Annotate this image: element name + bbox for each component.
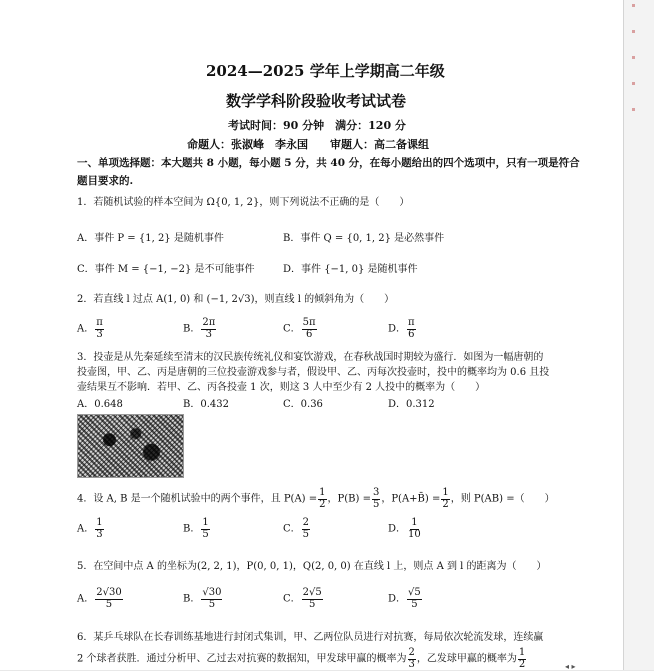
question-1-option-a: A．事件 P = {1, 2} 是随机事件 [77,233,224,244]
scroll-arrow-icon[interactable]: ◂ ▸ [565,662,576,671]
question-5-option-d: D． $\frac{√5}{5}$ [388,587,421,610]
question-4-option-b: B． $\frac{1}{5}$ [183,517,209,540]
question-5-option-a: A． $\frac{2√30}{5}$ [77,587,122,610]
question-3-option-d: D．0.312 [388,399,435,410]
page-gutter [623,0,654,670]
question-1-option-d: D．事件 {−1, 0} 是随机事件 [283,264,418,275]
tang-dynasty-touhu-image [77,414,184,478]
question-4-option-a: A． $\frac{1}{3}$ [77,517,103,540]
question-3-option-b: B．0.432 [183,399,229,410]
question-4-stem: 4．设 A, B 是一个随机试验中的两个事件，且 P(A) = $\frac{1}{2}$ ，P(B) = $\frac{3}{5}$ ，P(A+B̄) = $\frac{1}{2}$ ，则 P(AB) =（ ） [77,487,555,510]
exam-title-year: 2024—2025 学年上学期高二年级 [206,62,445,80]
question-2-option-a: A． $\frac{\pi}{3}$ [77,317,103,340]
question-3-line1: 3．投壶是从先秦延续至清末的汉民族传统礼仪和宴饮游戏，在春秋战国时期较为盛行．如图为一幅唐朝的 [77,352,544,363]
exam-time-info: 考试时间：90 分钟 满分：120 分 [228,119,406,132]
question-6-line2: 2 个球者获胜．通过分析甲、乙过去对抗赛的数据知，甲发球甲赢的概率为 $\frac{2}{3}$ ，乙发球甲赢的概率为 $\frac{1}{2}$ [77,647,526,670]
question-3-option-a: A．0.648 [77,399,123,410]
question-3-line3: 壶结果互不影响．若甲、乙、丙各投壶 1 次，则这 3 人中至少有 2 人投中的概率为（ ） [77,382,486,393]
question-2-option-b: B． $\frac{2\pi}{3}$ [183,317,216,340]
question-3-line2: 投壶图，甲、乙、丙是唐朝的三位投壶游戏参与者，假设甲、乙、丙每次投壶时，投中的概率均为 0.6 且投 [77,367,550,378]
question-1-stem: 1．若随机试验的样本空间为 Ω{0, 1, 2}，则下列说法不正确的是（ ） [77,197,410,208]
exam-title-subject: 数学学科阶段验收考试试卷 [226,92,407,110]
question-4-option-c: C． $\frac{2}{5}$ [283,517,310,540]
question-1-option-b: B．事件 Q = {0, 1, 2} 是必然事件 [283,233,445,244]
question-4-option-d: D． $\frac{1}{10}$ [388,517,421,540]
section-heading-line2: 题目要求的. [77,175,134,187]
question-2-option-c: C． $\frac{5\pi}{6}$ [283,317,316,340]
exam-authors: 命题人：张淑峰 李永国 审题人：高二备课组 [187,138,429,151]
question-2-option-d: D． $\frac{\pi}{6}$ [388,317,415,340]
question-5-stem: 5．在空间中点 A 的坐标为(2, 2, 1)，P(0, 0, 1)，Q(2, 0, 0) 在直线 l 上，则点 A 到 l 的距离为（ ） [77,561,547,572]
question-5-option-c: C． $\frac{2√5}{5}$ [283,587,322,610]
question-1-option-c: C．事件 M = {−1, −2} 是不可能事件 [77,264,255,275]
question-6-line1: 6．某乒乓球队在长春训练基地进行封闭式集训，甲、乙两位队员进行对抗赛，每局依次轮流发球，连续赢 [77,632,544,643]
section-heading-line1: 一、单项选择题：本大题共 8 小题，每小题 5 分，共 40 分，在每小题给出的四个选项中，只有一项是符合 [77,157,580,169]
question-2-stem: 2．若直线 l 过点 A(1, 0) 和 (−1, 2√3)，则直线 l 的倾斜角为（ ） [77,294,395,305]
question-3-option-c: C．0.36 [283,399,323,410]
question-5-option-b: B． $\frac{√30}{5}$ [183,587,222,610]
